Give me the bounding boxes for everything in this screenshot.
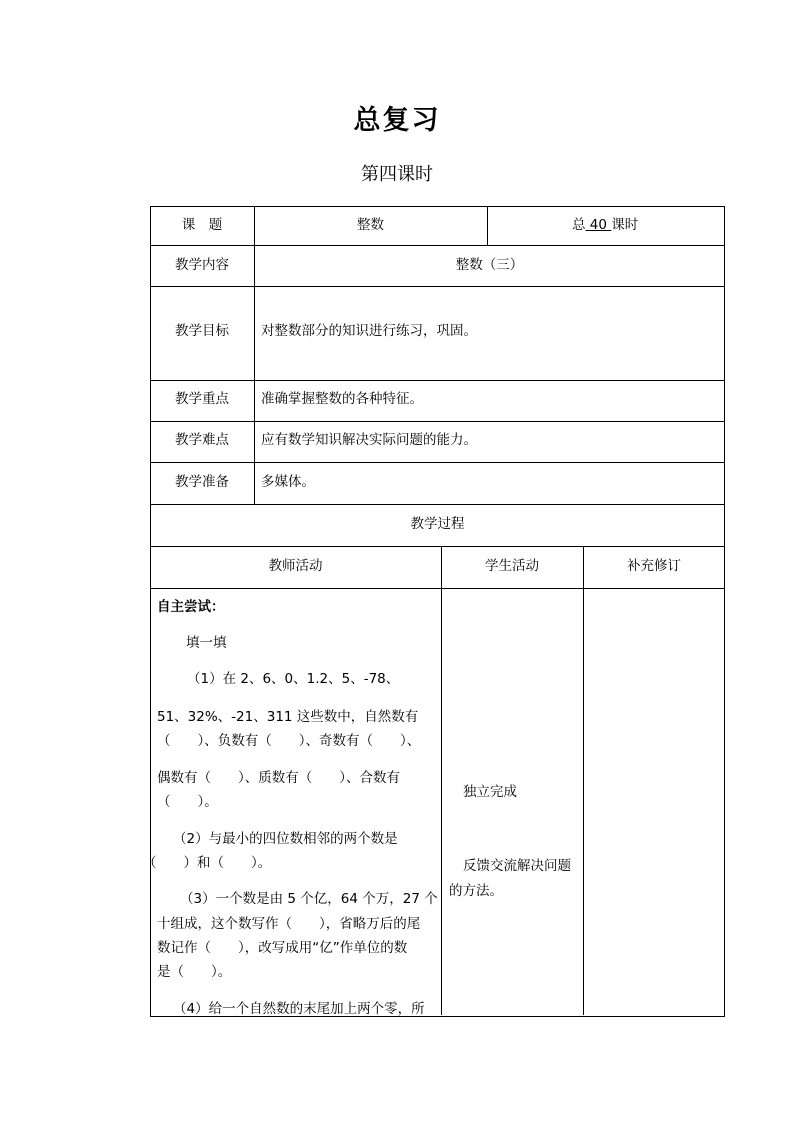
question-2-line: （2）与最小的四位数相邻的两个数是 <box>173 831 398 847</box>
teacher-heading: 自主尝试： <box>157 599 225 615</box>
col-teacher-header: 教师活动 <box>268 558 323 574</box>
page-subtitle: 第四课时 <box>361 164 433 185</box>
difficulty-value: 应有数学知识解决实际问题的能力。 <box>261 432 477 448</box>
content-value: 整数（三） <box>455 257 524 273</box>
row-divider <box>150 421 725 422</box>
col-student-header: 学生活动 <box>485 558 539 574</box>
topic-value: 整数 <box>357 217 384 233</box>
process-title: 教学过程 <box>410 516 465 532</box>
teacher-subheading: 填一填 <box>186 635 227 651</box>
student-activity-2: 的方法。 <box>449 883 503 899</box>
row-divider <box>150 380 725 381</box>
topic-label: 课 题 <box>181 217 223 233</box>
question-1-line: （ ）、负数有（ ）、奇数有（ ）、 <box>157 733 421 749</box>
row-divider <box>150 588 725 589</box>
goal-label: 教学目标 <box>175 323 229 339</box>
key-value: 准确掌握整数的各种特征。 <box>261 391 423 407</box>
prep-label: 教学准备 <box>175 474 229 490</box>
question-4-line: （4）给一个自然数的末尾加上两个零，所 <box>173 1001 425 1017</box>
total-number: 40 <box>589 217 607 233</box>
question-3-line: 是（ ）。 <box>157 964 232 980</box>
row-divider <box>150 504 725 505</box>
col-revise-header: 补充修订 <box>627 558 681 574</box>
question-1-line: （ ）。 <box>157 794 218 810</box>
total-suffix: 课时 <box>611 217 639 233</box>
column-divider <box>254 206 255 504</box>
column-divider <box>487 206 488 246</box>
question-3-line: 十组成，这个数写作（ ），省略万后的尾 <box>157 916 421 932</box>
question-1-line: 偶数有（ ）、质数有（ ）、合数有 <box>157 770 400 786</box>
row-divider <box>150 462 725 463</box>
question-2-line: （ ）和（ ）。 <box>143 855 272 871</box>
total-lessons <box>572 213 638 233</box>
total-prefix: 总 <box>572 217 586 233</box>
question-3-line: （3）一个数是由 5 个亿，64 个万，27 个 <box>180 891 438 907</box>
row-divider <box>150 245 725 246</box>
content-label: 教学内容 <box>175 257 229 273</box>
column-divider <box>583 546 584 1015</box>
difficulty-label: 教学难点 <box>175 432 229 448</box>
key-label: 教学重点 <box>175 391 229 407</box>
prep-value: 多媒体。 <box>261 474 315 490</box>
question-1-line: 51、32%、-21、311 这些数中，自然数有 <box>157 709 419 725</box>
page-title: 总复习 <box>353 105 441 136</box>
student-activity-2: 反馈交流解决问题 <box>463 858 571 874</box>
goal-value: 对整数部分的知识进行练习，巩固。 <box>261 323 477 339</box>
row-divider <box>150 546 725 547</box>
column-divider <box>441 546 442 1015</box>
student-activity-1: 独立完成 <box>463 784 517 800</box>
row-divider <box>150 286 725 287</box>
question-1-line: （1）在 2、6、0、1.2、5、-78、 <box>187 671 400 687</box>
question-3-line: 数记作（ ），改写成用“亿”作单位的数 <box>157 940 408 956</box>
